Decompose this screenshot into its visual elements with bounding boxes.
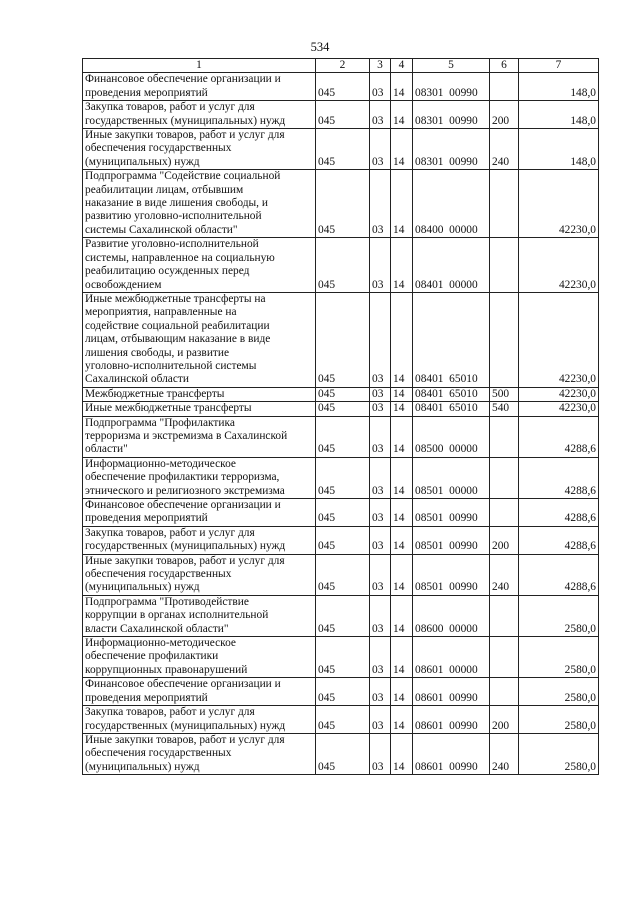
cell-c5: 08601 00990 [413, 678, 490, 706]
cell-c5: 08501 00990 [413, 499, 490, 527]
row-description: Подпрограмма "Профилактика терроризма и экстремизма в Сахалинской области" [83, 416, 316, 457]
cell-c5: 08301 00990 [413, 129, 490, 170]
cell-c5: 08401 65010 [413, 292, 490, 387]
cell-c7: 2580,0 [519, 678, 599, 706]
row-description: Закупка товаров, работ и услуг для государственных (муниципальных) нужд [83, 101, 316, 129]
row-description: Иные закупки товаров, работ и услуг для обеспечения государственных (муниципальных) нужд [83, 129, 316, 170]
cell-c7: 148,0 [519, 129, 599, 170]
table-row [83, 733, 599, 774]
cell-c7: 148,0 [519, 73, 599, 101]
cell-c6: 500 [490, 387, 519, 401]
row-description: Межбюджетные трансферты [83, 387, 316, 401]
cell-c3: 03 [370, 733, 391, 774]
cell-c7: 148,0 [519, 101, 599, 129]
cell-c7: 42230,0 [519, 402, 599, 416]
cell-c2: 045 [316, 637, 370, 678]
cell-c3: 03 [370, 292, 391, 387]
row-description: Финансовое обеспечение организации и проведения мероприятий [83, 499, 316, 527]
cell-c2: 045 [316, 678, 370, 706]
cell-c3: 03 [370, 499, 391, 527]
cell-c4: 14 [391, 170, 413, 238]
column-header: 6 [490, 59, 519, 73]
cell-c2: 045 [316, 73, 370, 101]
cell-c3: 03 [370, 526, 391, 554]
cell-c5: 08600 00000 [413, 595, 490, 636]
cell-c7: 4288,6 [519, 416, 599, 457]
table-row [83, 526, 599, 554]
row-description: Информационно-методическое обеспечение профилактики терроризма, этнического и религиозного экстремизма [83, 457, 316, 498]
table-row [83, 402, 599, 416]
cell-c7: 42230,0 [519, 238, 599, 293]
row-description: Финансовое обеспечение организации и проведения мероприятий [83, 678, 316, 706]
cell-c2: 045 [316, 292, 370, 387]
column-header: 4 [391, 59, 413, 73]
table-row [83, 457, 599, 498]
cell-c7: 42230,0 [519, 170, 599, 238]
row-description: Подпрограмма "Противодействие коррупции в органах исполнительной власти Сахалинской области" [83, 595, 316, 636]
table-row [83, 387, 599, 401]
cell-c4: 14 [391, 733, 413, 774]
table-row [83, 129, 599, 170]
cell-c7: 4288,6 [519, 457, 599, 498]
cell-c4: 14 [391, 387, 413, 401]
cell-c3: 03 [370, 416, 391, 457]
cell-c5: 08401 65010 [413, 387, 490, 401]
cell-c4: 14 [391, 554, 413, 595]
row-description: Иные межбюджетные трансферты на мероприятия, направленные на содействие социальной реабилитации лицам, отбывающим наказание в виде лишения свободы, и развитие уголовно-исполнительной системы Сахалинской области [83, 292, 316, 387]
cell-c2: 045 [316, 733, 370, 774]
cell-c6 [490, 457, 519, 498]
table-row [83, 706, 599, 734]
cell-c2: 045 [316, 238, 370, 293]
cell-c3: 03 [370, 637, 391, 678]
cell-c2: 045 [316, 416, 370, 457]
cell-c5: 08501 00000 [413, 457, 490, 498]
cell-c6 [490, 499, 519, 527]
cell-c3: 03 [370, 238, 391, 293]
table-row [83, 678, 599, 706]
cell-c3: 03 [370, 402, 391, 416]
cell-c4: 14 [391, 101, 413, 129]
cell-c7: 42230,0 [519, 387, 599, 401]
row-description: Развитие уголовно-исполнительной системы, направленное на социальную реабилитацию осужденных перед освобождением [83, 238, 316, 293]
cell-c7: 2580,0 [519, 637, 599, 678]
cell-c7: 4288,6 [519, 499, 599, 527]
cell-c2: 045 [316, 402, 370, 416]
cell-c7: 4288,6 [519, 526, 599, 554]
cell-c4: 14 [391, 416, 413, 457]
row-description: Финансовое обеспечение организации и проведения мероприятий [83, 73, 316, 101]
cell-c5: 08301 00990 [413, 101, 490, 129]
cell-c7: 2580,0 [519, 706, 599, 734]
cell-c5: 08401 65010 [413, 402, 490, 416]
cell-c2: 045 [316, 170, 370, 238]
cell-c4: 14 [391, 402, 413, 416]
cell-c2: 045 [316, 595, 370, 636]
row-description: Иные закупки товаров, работ и услуг для обеспечения государственных (муниципальных) нужд [83, 554, 316, 595]
table-row [83, 238, 599, 293]
cell-c6 [490, 637, 519, 678]
cell-c3: 03 [370, 554, 391, 595]
cell-c2: 045 [316, 101, 370, 129]
cell-c3: 03 [370, 387, 391, 401]
table-header-row [83, 59, 599, 73]
row-description: Иные закупки товаров, работ и услуг для обеспечения государственных (муниципальных) нужд [83, 733, 316, 774]
cell-c5: 08501 00990 [413, 554, 490, 595]
cell-c6 [490, 595, 519, 636]
cell-c2: 045 [316, 499, 370, 527]
cell-c3: 03 [370, 73, 391, 101]
table-row [83, 595, 599, 636]
cell-c6: 240 [490, 554, 519, 595]
cell-c4: 14 [391, 526, 413, 554]
cell-c5: 08400 00000 [413, 170, 490, 238]
cell-c6: 240 [490, 129, 519, 170]
table-row [83, 637, 599, 678]
cell-c5: 08601 00990 [413, 706, 490, 734]
cell-c2: 045 [316, 554, 370, 595]
cell-c7: 42230,0 [519, 292, 599, 387]
cell-c5: 08301 00990 [413, 73, 490, 101]
cell-c6: 200 [490, 101, 519, 129]
cell-c5: 08601 00000 [413, 637, 490, 678]
page-number: 534 [310, 40, 330, 54]
cell-c4: 14 [391, 595, 413, 636]
cell-c2: 045 [316, 129, 370, 170]
cell-c5: 08500 00000 [413, 416, 490, 457]
cell-c4: 14 [391, 678, 413, 706]
cell-c4: 14 [391, 73, 413, 101]
column-header: 7 [519, 59, 599, 73]
cell-c4: 14 [391, 129, 413, 170]
cell-c4: 14 [391, 499, 413, 527]
cell-c6 [490, 73, 519, 101]
row-description: Информационно-методическое обеспечение профилактики коррупционных правонарушений [83, 637, 316, 678]
table-row [83, 499, 599, 527]
cell-c4: 14 [391, 457, 413, 498]
cell-c6 [490, 416, 519, 457]
row-description: Иные межбюджетные трансферты [83, 402, 316, 416]
table-row [83, 416, 599, 457]
cell-c5: 08501 00990 [413, 526, 490, 554]
cell-c5: 08401 00000 [413, 238, 490, 293]
row-description: Закупка товаров, работ и услуг для государственных (муниципальных) нужд [83, 526, 316, 554]
cell-c6 [490, 678, 519, 706]
table-row [83, 554, 599, 595]
cell-c6: 240 [490, 733, 519, 774]
cell-c4: 14 [391, 292, 413, 387]
column-header: 2 [316, 59, 370, 73]
cell-c6 [490, 238, 519, 293]
cell-c6: 200 [490, 706, 519, 734]
cell-c3: 03 [370, 170, 391, 238]
cell-c2: 045 [316, 706, 370, 734]
cell-c4: 14 [391, 637, 413, 678]
cell-c3: 03 [370, 595, 391, 636]
column-header: 1 [83, 59, 316, 73]
table-row [83, 73, 599, 101]
cell-c4: 14 [391, 706, 413, 734]
table-row [83, 292, 599, 387]
cell-c5: 08601 00990 [413, 733, 490, 774]
cell-c3: 03 [370, 678, 391, 706]
cell-c4: 14 [391, 238, 413, 293]
cell-c3: 03 [370, 101, 391, 129]
cell-c6: 540 [490, 402, 519, 416]
row-description: Подпрограмма "Содействие социальной реабилитации лицам, отбывшим наказание в виде лишения свободы, и развитию уголовно-исполнительной системы Сахалинской области" [83, 170, 316, 238]
cell-c6 [490, 292, 519, 387]
column-header: 3 [370, 59, 391, 73]
cell-c3: 03 [370, 457, 391, 498]
cell-c3: 03 [370, 129, 391, 170]
cell-c2: 045 [316, 526, 370, 554]
table-row [83, 101, 599, 129]
budget-table [82, 58, 599, 775]
cell-c7: 2580,0 [519, 733, 599, 774]
row-description: Закупка товаров, работ и услуг для государственных (муниципальных) нужд [83, 706, 316, 734]
table-row [83, 170, 599, 238]
cell-c2: 045 [316, 387, 370, 401]
cell-c6 [490, 170, 519, 238]
cell-c7: 2580,0 [519, 595, 599, 636]
cell-c6: 200 [490, 526, 519, 554]
cell-c7: 4288,6 [519, 554, 599, 595]
cell-c2: 045 [316, 457, 370, 498]
cell-c3: 03 [370, 706, 391, 734]
column-header: 5 [413, 59, 490, 73]
